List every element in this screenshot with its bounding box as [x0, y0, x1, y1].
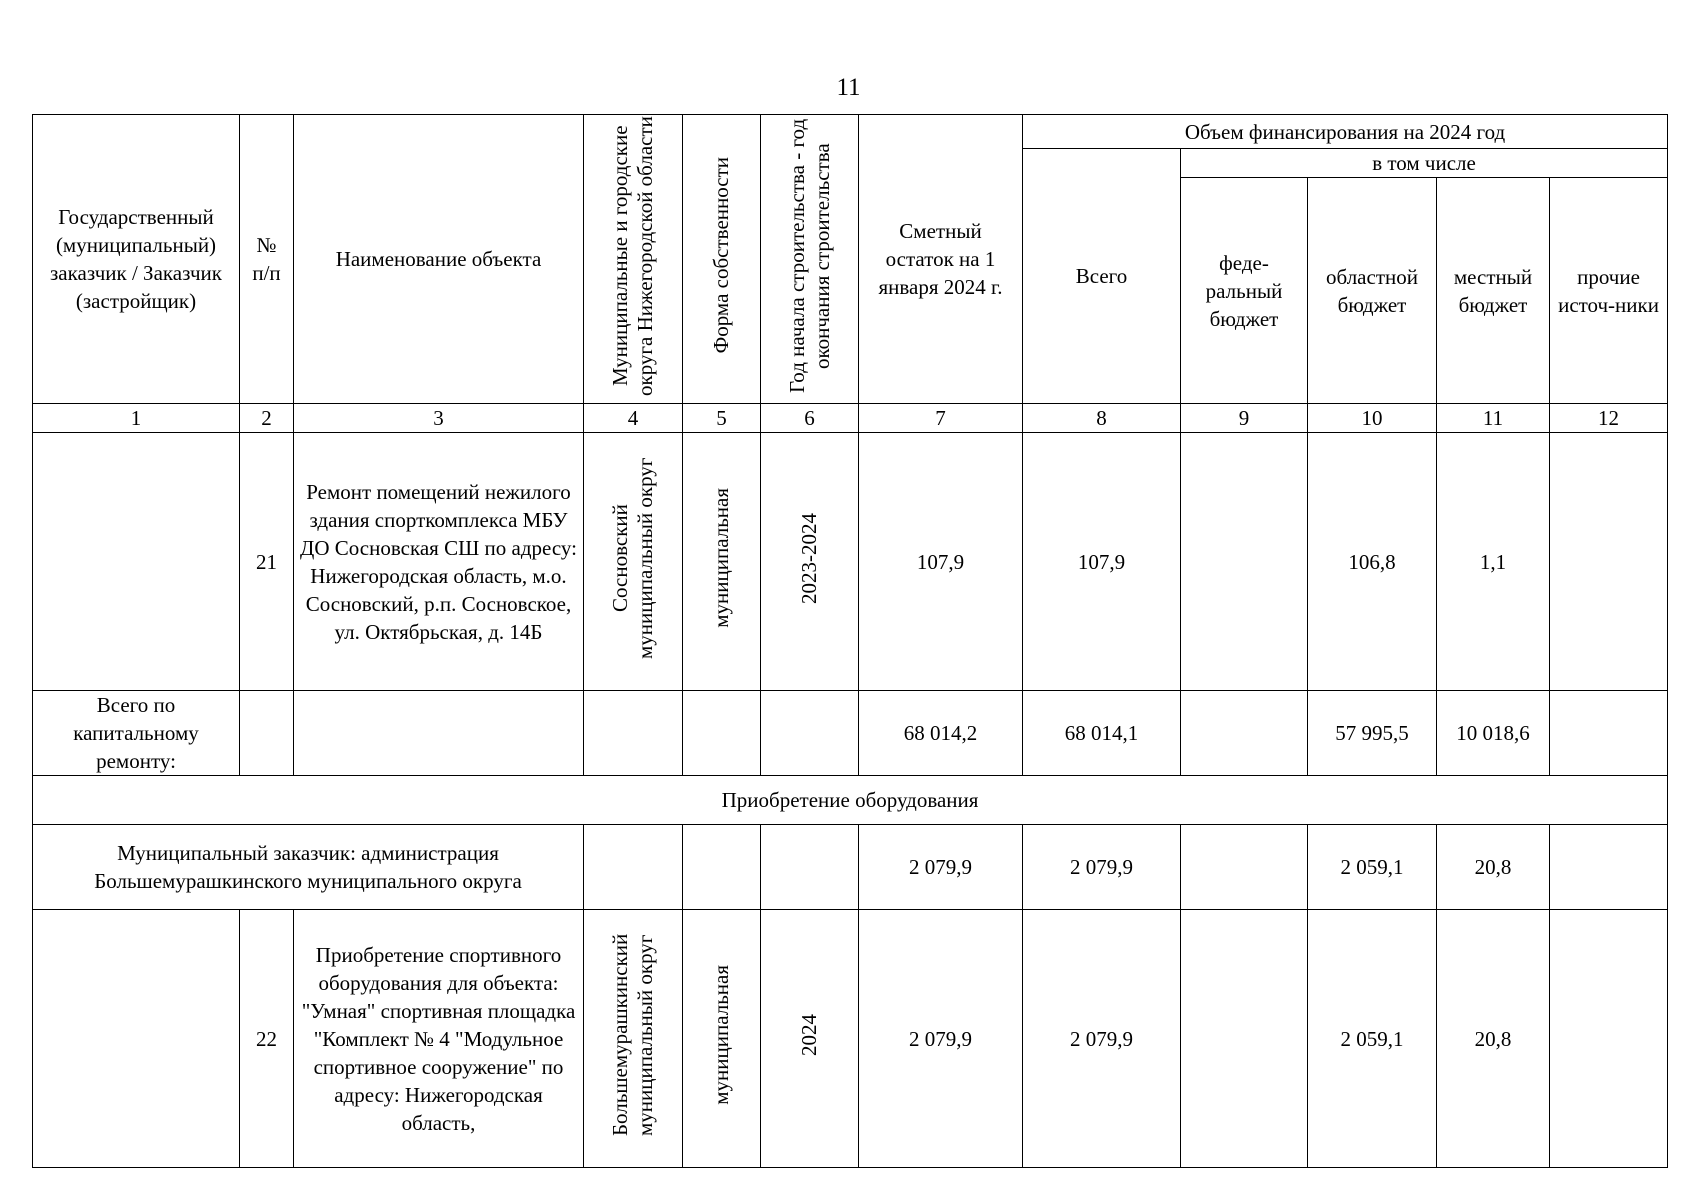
- table-row-section: [33, 776, 1668, 825]
- header-other: прочие источ-ники: [1550, 178, 1668, 404]
- cell-object-name: Приобретение спортивного оборудования для объекта: "Умная" спортивная площадка "Комплект № 4 "Модульное спортивное сооружение" по адресу: Нижегородская область,: [294, 910, 584, 1168]
- cell-empty: [240, 691, 294, 776]
- cell-regional: 2 059,1: [1308, 910, 1437, 1168]
- column-number: 6: [761, 404, 859, 433]
- column-number: 12: [1550, 404, 1668, 433]
- column-number: 7: [859, 404, 1023, 433]
- column-number: 8: [1023, 404, 1181, 433]
- cell-total: 107,9: [1023, 433, 1181, 691]
- cell-ownership: муниципальная: [683, 910, 761, 1168]
- column-number: 10: [1308, 404, 1437, 433]
- cell-customer: [33, 433, 240, 691]
- column-number: 11: [1437, 404, 1550, 433]
- cell-other: [1550, 910, 1668, 1168]
- header-estimate: Сметный остаток на 1 января 2024 г.: [859, 115, 1023, 404]
- header-local: местный бюджет: [1437, 178, 1550, 404]
- cell-regional: 2 059,1: [1308, 825, 1437, 910]
- cell-empty: [761, 825, 859, 910]
- header-number: № п/п: [240, 115, 294, 404]
- column-number: 9: [1181, 404, 1308, 433]
- cell-empty: [683, 825, 761, 910]
- cell-estimate: 2 079,9: [859, 825, 1023, 910]
- cell-local: 20,8: [1437, 825, 1550, 910]
- header-ownership: Форма собственности: [683, 115, 761, 404]
- cell-regional: 57 995,5: [1308, 691, 1437, 776]
- cell-local: 1,1: [1437, 433, 1550, 691]
- cell-local: 20,8: [1437, 910, 1550, 1168]
- cell-object-name: Ремонт помещений нежилого здания спорткомплекса МБУ ДО Сосновская СШ по адресу: Нижегородская область, м.о. Сосновский, р.п. Сосновское, ул. Октябрьская, д. 14Б: [294, 433, 584, 691]
- cell-customer: [33, 910, 240, 1168]
- column-number-row: [33, 404, 1668, 433]
- cell-empty: [761, 691, 859, 776]
- column-number: 4: [584, 404, 683, 433]
- cell-total: 2 079,9: [1023, 910, 1181, 1168]
- cell-total: 68 014,1: [1023, 691, 1181, 776]
- cell-federal: [1181, 433, 1308, 691]
- page-number: 11: [836, 74, 861, 101]
- column-number: 3: [294, 404, 584, 433]
- cell-district: Большемурашкинский муниципальный округ: [584, 910, 683, 1168]
- cell-number: 22: [240, 910, 294, 1168]
- cell-federal: [1181, 691, 1308, 776]
- column-number: 5: [683, 404, 761, 433]
- header-object-name: Наименование объекта: [294, 115, 584, 404]
- header-funding-group: Объем финансирования на 2024 год: [1023, 115, 1668, 149]
- cell-regional: 106,8: [1308, 433, 1437, 691]
- cell-empty: [683, 691, 761, 776]
- cell-estimate: 107,9: [859, 433, 1023, 691]
- cell-customer-label: Муниципальный заказчик: администрация Большемурашкинского муниципального округа: [33, 825, 584, 910]
- cell-years: 2024: [761, 910, 859, 1168]
- header-years: Год начала строительства - год окончания строительства: [761, 115, 859, 404]
- table-row-customer: [33, 825, 1668, 910]
- cell-federal: [1181, 825, 1308, 910]
- header-regional: областной бюджет: [1308, 178, 1437, 404]
- cell-empty: [584, 825, 683, 910]
- header-including: в том числе: [1181, 149, 1668, 178]
- cell-number: 21: [240, 433, 294, 691]
- cell-total: 2 079,9: [1023, 825, 1181, 910]
- cell-ownership: муниципальная: [683, 433, 761, 691]
- column-number: 1: [33, 404, 240, 433]
- header-federal: феде-ральный бюджет: [1181, 178, 1308, 404]
- header-customer: Государственный (муниципальный) заказчик / Заказчик (застройщик): [33, 115, 240, 404]
- table-row-capital-repair-total: [33, 691, 1668, 776]
- cell-empty: [294, 691, 584, 776]
- header-district: Муниципальные и городские округа Нижегородской области: [584, 115, 683, 404]
- section-heading: Приобретение оборудования: [33, 776, 1668, 825]
- financing-table: [32, 114, 1668, 1168]
- cell-estimate: 2 079,9: [859, 910, 1023, 1168]
- cell-federal: [1181, 910, 1308, 1168]
- table-row-object-21: [33, 433, 1668, 691]
- cell-years: 2023-2024: [761, 433, 859, 691]
- cell-other: [1550, 433, 1668, 691]
- cell-other: [1550, 825, 1668, 910]
- table-row-object-22: [33, 910, 1668, 1168]
- cell-estimate: 68 014,2: [859, 691, 1023, 776]
- header-row-top: [33, 115, 1668, 149]
- cell-total-label: Всего по капитальному ремонту:: [33, 691, 240, 776]
- cell-district: Сосновский муниципальный округ: [584, 433, 683, 691]
- cell-local: 10 018,6: [1437, 691, 1550, 776]
- cell-other: [1550, 691, 1668, 776]
- cell-empty: [584, 691, 683, 776]
- header-total: Всего: [1023, 149, 1181, 404]
- column-number: 2: [240, 404, 294, 433]
